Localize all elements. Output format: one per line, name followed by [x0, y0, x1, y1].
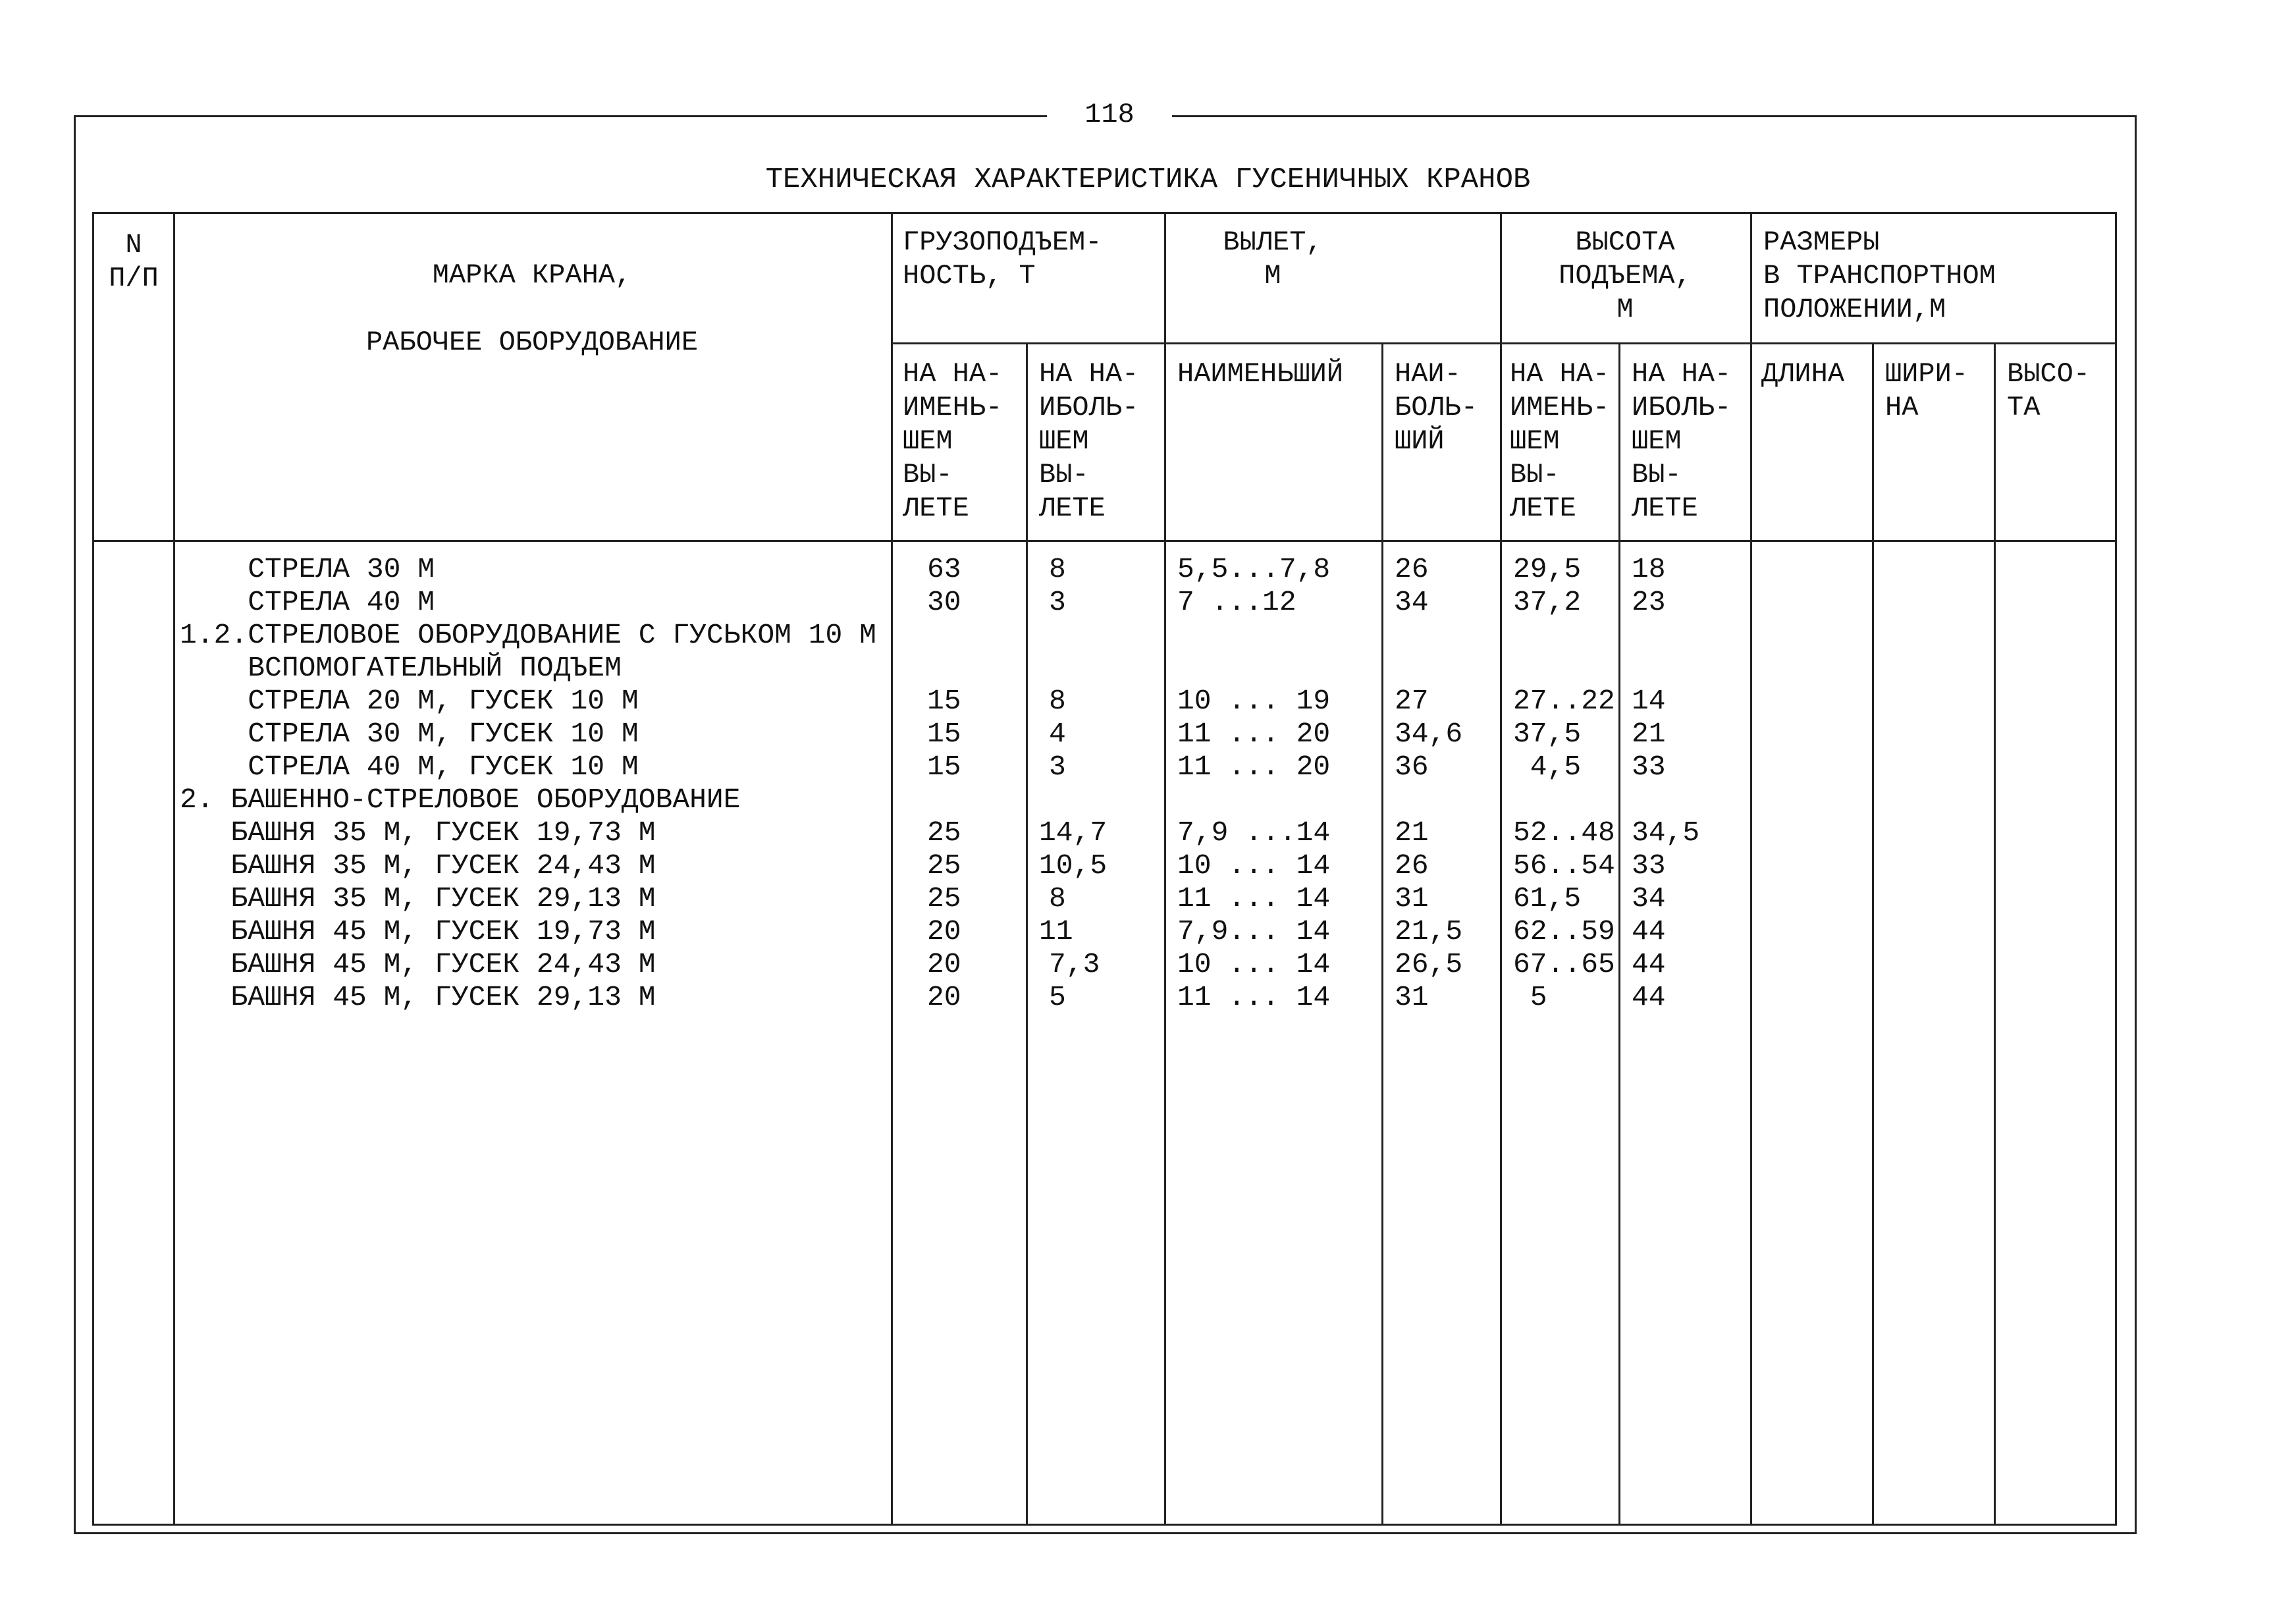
row-name: 2. БАШЕННО-СТРЕЛОВОЕ ОБОРУДОВАНИЕ	[180, 784, 741, 816]
cap-max: 7,3	[1049, 948, 1100, 980]
reach-max: 31	[1395, 882, 1429, 915]
reach-min: 11 ... 20	[1177, 718, 1331, 750]
table-title: ТЕХНИЧЕСКАЯ ХАРАКТЕРИСТИКА ГУСЕНИЧНЫХ КРАНОВ	[765, 163, 1531, 196]
reach-max: 21	[1395, 816, 1429, 849]
row-name: ВСПОМОГАТЕЛЬНЫЙ ПОДЪЕМ	[180, 652, 622, 684]
height-min: 37,5	[1513, 718, 1582, 750]
row-name: БАШНЯ 45 М, ГУСЕК 24,43 М	[180, 948, 656, 980]
height-min: 37,2	[1513, 586, 1582, 618]
cap-max: 8	[1049, 553, 1066, 585]
reach-max: 31	[1395, 981, 1429, 1013]
height-min: 67..65	[1513, 948, 1615, 980]
reach-min: 11 ... 14	[1177, 981, 1331, 1013]
col-line	[1164, 214, 1166, 1524]
height-min: 61,5	[1513, 882, 1582, 915]
reach-max: 26	[1395, 849, 1429, 882]
header-capacity-min: НА НА- ИМЕНЬ- ШЕМ ВЫ- ЛЕТЕ	[903, 358, 1003, 524]
col-line	[1381, 342, 1383, 1524]
height-min: 27..22	[1513, 685, 1615, 717]
height-min: 56..54	[1513, 849, 1615, 882]
header-dim-height: ВЫСО- ТА	[2007, 358, 2091, 423]
header-dims: РАЗМЕРЫ В ТРАНСПОРТНОМ ПОЛОЖЕНИИ,М	[1763, 227, 1996, 325]
header-capacity-max: НА НА- ИБОЛЬ- ШЕМ ВЫ- ЛЕТЕ	[1039, 358, 1139, 524]
height-min: 62..59	[1513, 915, 1615, 948]
height-max: 44	[1632, 915, 1666, 948]
header-capacity: ГРУЗОПОДЪЕМ- НОСТЬ, Т	[903, 227, 1102, 292]
height-max: 14	[1632, 685, 1666, 717]
page-number: 118	[1047, 97, 1172, 132]
col-line	[1994, 342, 1996, 1524]
cap-min: 25	[927, 882, 961, 915]
height-max: 34,5	[1632, 816, 1700, 849]
cap-max: 11	[1039, 915, 1073, 948]
cap-max: 8	[1049, 685, 1066, 717]
cap-min: 15	[927, 685, 961, 717]
header-equipment: РАБОЧЕЕ ОБОРУДОВАНИЕ	[365, 327, 699, 358]
reach-min: 5,5...7,8	[1177, 553, 1331, 585]
cap-min: 20	[927, 981, 961, 1013]
reach-min: 10 ... 14	[1177, 948, 1331, 980]
header-reach-max: НАИ- БОЛЬ- ШИЙ	[1395, 358, 1478, 457]
reach-min: 7,9 ...14	[1177, 816, 1331, 849]
height-min: 29,5	[1513, 553, 1582, 585]
reach-min: 7,9... 14	[1177, 915, 1331, 948]
height-max: 44	[1632, 948, 1666, 980]
cap-min: 30	[927, 586, 961, 618]
header-num: N П/П	[109, 229, 159, 294]
cap-max: 3	[1049, 751, 1066, 783]
cap-min: 20	[927, 915, 961, 948]
height-max: 21	[1632, 718, 1666, 750]
height-max: 33	[1632, 751, 1666, 783]
header-bottom-line	[94, 540, 2117, 542]
height-min: 4,5	[1513, 751, 1582, 783]
cap-max: 3	[1049, 586, 1066, 618]
header-mark: МАРКА КРАНА,	[432, 259, 632, 291]
reach-min: 11 ... 14	[1177, 882, 1331, 915]
row-name: СТРЕЛА 30 М, ГУСЕК 10 М	[180, 718, 639, 750]
row-name: СТРЕЛА 40 М	[180, 586, 435, 618]
row-name: БАШНЯ 35 М, ГУСЕК 29,13 М	[180, 882, 656, 915]
cap-min: 63	[927, 553, 961, 585]
row-name: БАШНЯ 35 М, ГУСЕК 19,73 М	[180, 816, 656, 849]
header-reach-min: НАИМЕНЬШИЙ	[1177, 358, 1344, 390]
header-reach: ВЫЛЕТ, М	[1223, 227, 1323, 292]
specs-table	[92, 212, 2117, 1526]
cap-max: 8	[1049, 882, 1066, 915]
reach-min: 11 ... 20	[1177, 751, 1331, 783]
col-line	[1872, 342, 1874, 1524]
col-line	[1750, 214, 1752, 1524]
col-line	[173, 214, 175, 1524]
cap-min: 15	[927, 718, 961, 750]
cap-min: 25	[927, 816, 961, 849]
reach-max: 26	[1395, 553, 1429, 585]
cap-min: 20	[927, 948, 961, 980]
height-max: 18	[1632, 553, 1666, 585]
reach-max: 21,5	[1395, 915, 1463, 948]
header-length: ДЛИНА	[1761, 358, 1845, 390]
height-max: 33	[1632, 849, 1666, 882]
cap-max: 4	[1049, 718, 1066, 750]
cap-max: 5	[1049, 981, 1066, 1013]
header-height: ВЫСОТА ПОДЪЕМА, М	[1559, 227, 1692, 325]
row-name: 1.2.СТРЕЛОВОЕ ОБОРУДОВАНИЕ С ГУСЬКОМ 10 М	[180, 619, 876, 651]
reach-min: 10 ... 14	[1177, 849, 1331, 882]
row-name: БАШНЯ 35 М, ГУСЕК 24,43 М	[180, 849, 656, 882]
reach-max: 34,6	[1395, 718, 1463, 750]
reach-min: 10 ... 19	[1177, 685, 1331, 717]
cap-max: 14,7	[1039, 816, 1108, 849]
col-line	[1500, 214, 1502, 1524]
height-min: 52..48	[1513, 816, 1615, 849]
row-name: СТРЕЛА 40 М, ГУСЕК 10 М	[180, 751, 639, 783]
header-height-min: НА НА- ИМЕНЬ- ШЕМ ВЫ- ЛЕТЕ	[1510, 358, 1610, 524]
cap-max: 10,5	[1039, 849, 1108, 882]
cap-min: 25	[927, 849, 961, 882]
header-subline	[891, 342, 2117, 344]
reach-min: 7 ...12	[1177, 586, 1296, 618]
height-min: 5	[1513, 981, 1547, 1013]
height-max: 44	[1632, 981, 1666, 1013]
height-max: 23	[1632, 586, 1666, 618]
header-width: ШИРИ- НА	[1885, 358, 1969, 423]
reach-max: 27	[1395, 685, 1429, 717]
reach-max: 36	[1395, 751, 1429, 783]
row-name: СТРЕЛА 30 М	[180, 553, 435, 585]
height-max: 34	[1632, 882, 1666, 915]
cap-min: 15	[927, 751, 961, 783]
col-line	[1618, 342, 1620, 1524]
reach-max: 34	[1395, 586, 1429, 618]
row-name: СТРЕЛА 20 М, ГУСЕК 10 М	[180, 685, 639, 717]
row-name: БАШНЯ 45 М, ГУСЕК 19,73 М	[180, 915, 656, 948]
col-line	[1026, 342, 1028, 1524]
col-line	[891, 214, 893, 1524]
reach-max: 26,5	[1395, 948, 1463, 980]
row-name: БАШНЯ 45 М, ГУСЕК 29,13 М	[180, 981, 656, 1013]
header-height-max: НА НА- ИБОЛЬ- ШЕМ ВЫ- ЛЕТЕ	[1632, 358, 1732, 524]
